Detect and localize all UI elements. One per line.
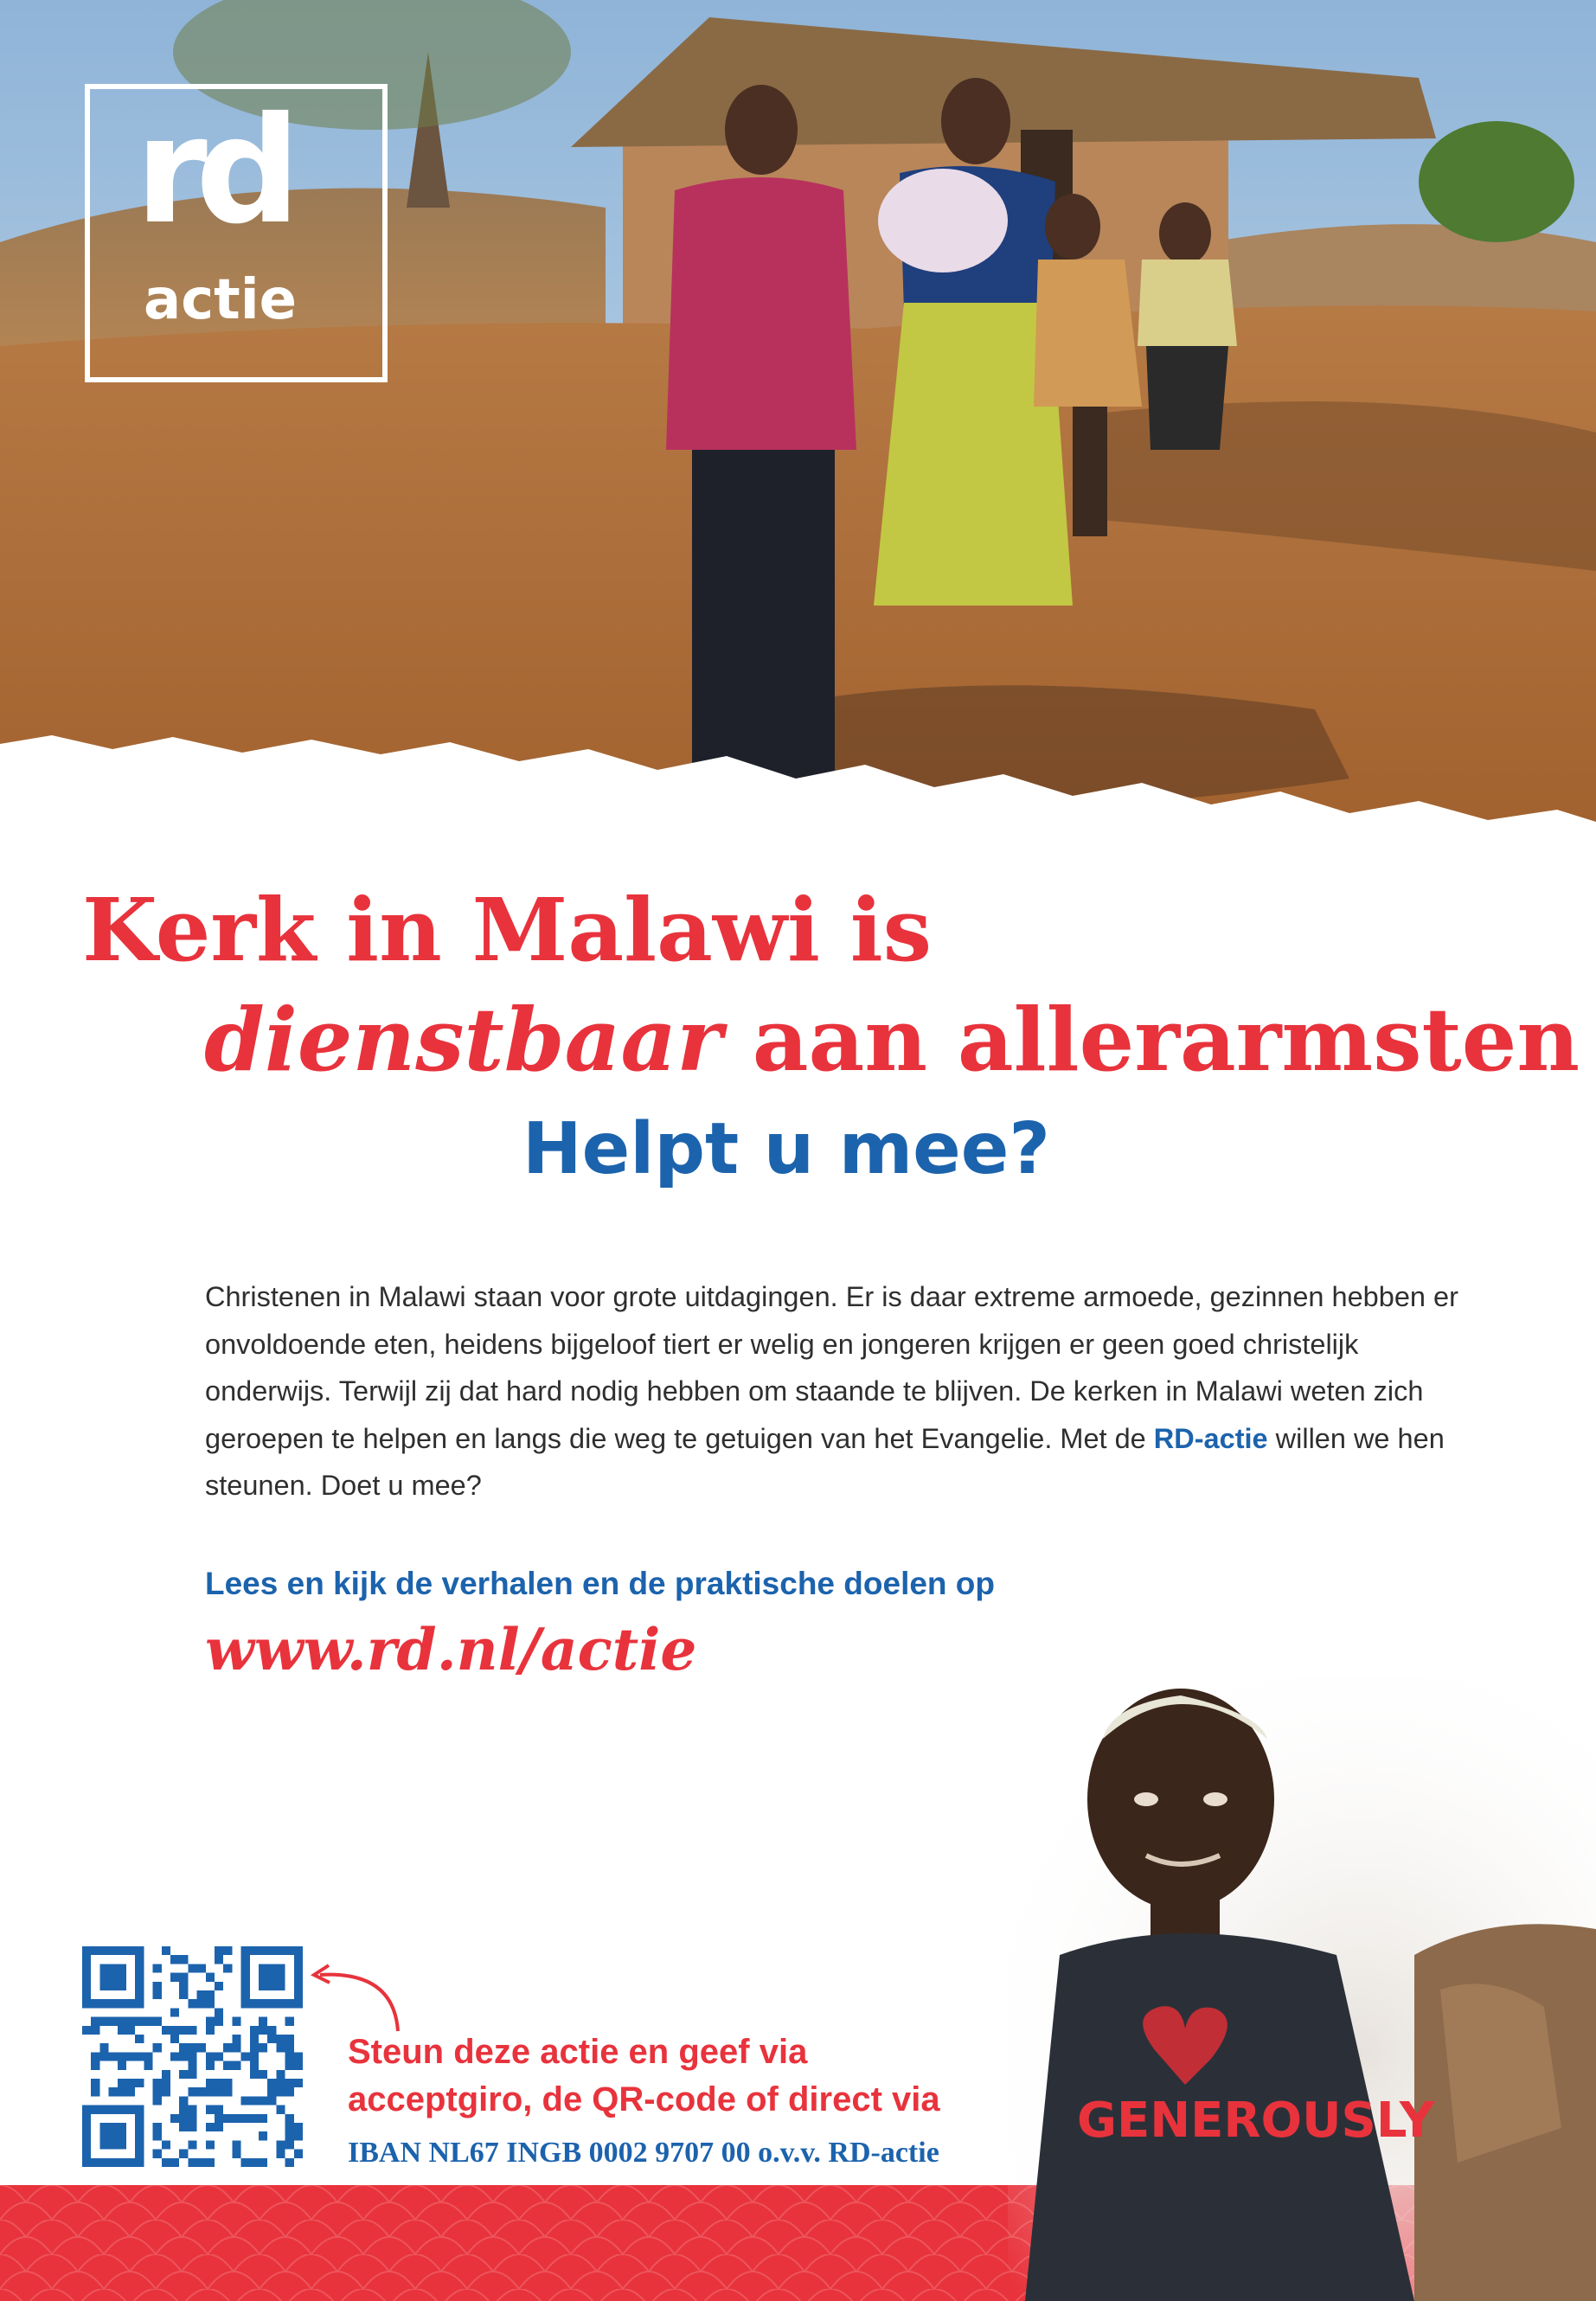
logo-rd-text: rd (135, 86, 289, 257)
arrow-icon (307, 1953, 411, 2040)
cta-line-2: acceptgiro, de QR-code of direct via (348, 2080, 940, 2118)
cta-line-1: Steun deze actie en geef via (348, 2033, 808, 2071)
subheadline: Helpt u mee? (522, 1108, 1050, 1190)
body-paragraph (205, 1273, 1485, 1509)
hero-photo (0, 0, 1596, 830)
elderly-man-photo (1008, 1678, 1596, 2301)
shirt-print-text: GENEROUSLY (1077, 2093, 1435, 2149)
donation-cta (348, 2029, 940, 2124)
body-text-start: Christenen in Malawi staan voor grote uitdagingen. Er is daar extreme armoede, gezinnen hebben er onvoldoende eten, heidens bijgeloof tiert er welig en jongeren krijgen er geen goed christelijk onderwijs. Terwijl zij dat hard nodig hebben om staande te blijven. De kerken in Malawi weten zich geroepen te helpen en langs die weg te getuigen van het Evangelie. Met de (205, 1281, 1458, 1454)
qr-code[interactable] (82, 1946, 303, 2167)
logo-actie-text: actie (144, 268, 298, 332)
headline-line-2 (204, 989, 1580, 1091)
body-highlight: RD-actie (1153, 1422, 1268, 1454)
headline-line-1: Kerk in Malawi is (82, 879, 933, 981)
website-link[interactable]: www.rd.nl/actie (205, 1616, 697, 1683)
headline-line-2-rest: aan allerarmsten (721, 989, 1580, 1091)
body-text-end: willen we hen steunen. Doet u mee? (205, 1422, 1445, 1501)
iban-text: IBAN NL67 INGB 0002 9707 00 o.v.v. RD-actie (348, 2137, 939, 2169)
rd-actie-logo (85, 84, 388, 382)
headline-emphasis: dienstbaar (204, 989, 722, 1091)
read-more-text: Lees en kijk de verhalen en de praktische doelen op (205, 1566, 996, 1601)
